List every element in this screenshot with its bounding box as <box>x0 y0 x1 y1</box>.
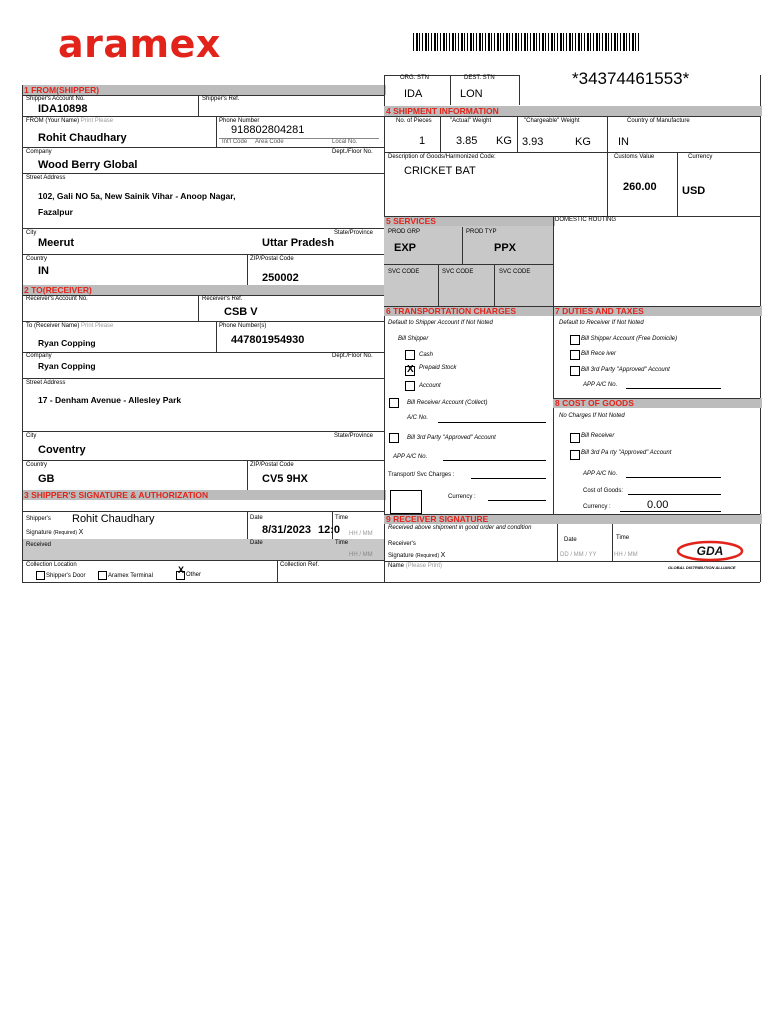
receiver-company[interactable]: Ryan Copping <box>38 361 96 371</box>
receiver-phone[interactable]: 447801954930 <box>231 334 305 346</box>
shipper-zip-label: ZIP/Postal Code <box>250 256 294 262</box>
svc-code-label-1: SVC CODE <box>388 269 420 275</box>
cost-of-goods-label: Cost of Goods: <box>583 488 624 494</box>
receiver-signature-label: Signature (Required) X <box>388 552 446 559</box>
section-receiver-signature: 9 RECEIVER SIGNATURE <box>384 514 762 524</box>
actual-weight-unit: KG <box>496 135 512 147</box>
duties-bill-3rd-label: Bill 3rd Party "Approved" Account <box>581 367 670 373</box>
cost-bill-3rd-checkbox[interactable] <box>570 450 580 460</box>
receiver-street[interactable]: 17 - Denham Avenue - Allesley Park <box>38 395 182 405</box>
received-time-label: Time <box>335 540 349 546</box>
gda-caption: GLOBAL DISTRIBUTION ALLIANCE <box>668 565 736 570</box>
shipper-time-hint: HH / MM <box>349 531 373 537</box>
section-cost-of-goods: 8 COST OF GOODS <box>553 398 762 408</box>
shipper-date[interactable]: 8/31/2023 <box>262 524 311 536</box>
shipper-state-label: State/Province <box>334 230 374 236</box>
shipper-phone-label: Phone Number <box>219 118 260 124</box>
cost-currency-label: Currency : <box>583 504 611 510</box>
shippers-door-checkbox[interactable] <box>36 571 45 580</box>
bill-receiver-account-checkbox[interactable] <box>389 398 399 408</box>
receiver-name[interactable]: Ryan Copping <box>38 338 96 348</box>
cash-label: Cash <box>419 352 434 358</box>
from-name-label: FROM (Your Name) Print Please <box>26 118 114 124</box>
section-to-receiver: 2 TO(RECEIVER) <box>22 285 386 295</box>
transport-currency-input[interactable] <box>488 500 546 501</box>
received-time-hint: HH / MM <box>349 552 373 558</box>
orig-stn-label: ORG. STN <box>400 75 430 81</box>
shipper-company-label: Company <box>26 149 52 155</box>
section-from-shipper: 1 FROM(SHIPPER) <box>22 85 386 95</box>
intl-code-label: Int'l Code <box>222 139 248 145</box>
shipper-time-label: Time <box>335 515 349 521</box>
receiver-account-label: Receiver's Account No. <box>26 296 88 302</box>
area-code-label: Area Code <box>255 139 284 145</box>
transport-app-ac-no-input[interactable] <box>443 460 546 461</box>
collection-location-label: Collection Location <box>26 562 77 568</box>
prod-grp[interactable]: EXP <box>394 242 417 254</box>
cost-currency-underline <box>620 511 721 512</box>
cost-app-ac-no-label: APP A/C No. <box>583 471 618 477</box>
cost-no-charges-note: No Charges If Not Noted <box>559 413 625 419</box>
section-transportation-charges: 6 TRANSPORTATION CHARGES <box>384 306 555 316</box>
section-shipment-information: 4 SHIPMENT INFORMATION <box>384 106 762 116</box>
shipper-name[interactable]: Rohit Chaudhary <box>38 132 127 144</box>
receiver-name-label: To (Receiver Name) Print Please <box>26 323 114 329</box>
cost-app-ac-no-input[interactable] <box>626 477 721 478</box>
receiver-print-name-label: Name (Please Print) <box>388 563 443 569</box>
section-services: 5 SERVICES <box>384 216 555 226</box>
shipper-dept-label: Dept./Floor No. <box>332 149 373 155</box>
customs-value-label: Customs Value <box>614 154 655 160</box>
shipper-sign-name[interactable]: Rohit Chaudhary <box>72 513 155 525</box>
actual-weight[interactable]: 3.85 <box>456 135 478 147</box>
receiver-phone-label: Phone Number(s) <box>219 323 267 329</box>
shipper-country[interactable]: IN <box>38 265 49 277</box>
bill-3rd-party-checkbox[interactable] <box>389 433 399 443</box>
dest-stn[interactable]: LON <box>460 88 483 100</box>
waybill-form <box>22 75 760 585</box>
currency-label: Currency <box>688 154 713 160</box>
currency[interactable]: USD <box>682 185 706 197</box>
gda-logo-text: GDA <box>696 544 724 558</box>
duties-app-ac-no-label: APP A/C No. <box>583 382 618 388</box>
receiver-dept-label: Dept./Floor No. <box>332 353 373 359</box>
bill-shipper-fd-checkbox[interactable] <box>570 335 580 345</box>
bill-3rd-party-label: Bill 3rd Party "Approved" Account <box>407 435 496 441</box>
shipper-street-line1[interactable]: 102, Gali NO 5a, New Sainik Vihar - Anoop Nagar, <box>38 191 236 201</box>
dest-stn-label: DEST. STN <box>464 75 495 81</box>
shippers-label: Shipper's <box>26 516 51 522</box>
description-of-goods[interactable]: CRICKET BAT <box>404 165 476 177</box>
shipper-state[interactable]: Uttar Pradesh <box>262 237 335 249</box>
duties-app-ac-no-input[interactable] <box>626 388 721 389</box>
shipper-zip[interactable]: 250002 <box>262 272 299 284</box>
receiver-country[interactable]: GB <box>38 473 55 485</box>
shipper-phone[interactable]: 918802804281 <box>231 124 305 136</box>
chargeable-weight-unit: KG <box>575 136 591 148</box>
transport-charges-input[interactable] <box>471 478 546 479</box>
transport-charges-box[interactable] <box>390 490 422 514</box>
shipper-ref-label: Shipper's Ref. <box>202 96 240 102</box>
barcode <box>413 33 641 51</box>
country-of-manufacture-label: Country of Manufacture <box>627 118 690 124</box>
prod-grp-label: PROD GRP <box>388 229 421 235</box>
gda-logo <box>675 539 745 563</box>
receiver-time-label: Time <box>616 535 630 541</box>
pieces-label: No. of Pieces <box>396 118 432 124</box>
shippers-door-label: Shipper's Door <box>46 573 86 579</box>
bill-shipper-fd-label: Bill Shipper Account (Free Domicile) <box>581 336 678 342</box>
description-label: Description of Goods/Harmonized Code: <box>388 154 496 160</box>
receiver-ref[interactable]: CSB V <box>224 306 258 318</box>
aramex-logo: aramex <box>58 22 221 66</box>
received-label: Received <box>26 542 52 548</box>
aramex-terminal-label: Aramex Terminal <box>108 573 153 579</box>
receiver-ref-label: Receiver's Ref. <box>202 296 243 302</box>
account-checkbox[interactable] <box>405 381 415 391</box>
duties-bill-receiver-label: Bill Rece iver <box>581 351 617 357</box>
prepaid-stock-label: Prepaid Stock <box>419 365 457 371</box>
receiver-zip-label: ZIP/Postal Code <box>250 462 294 468</box>
customs-value[interactable]: 260.00 <box>623 181 657 193</box>
chargeable-weight-label: "Chargeable" Weight <box>524 118 580 124</box>
cost-bill-receiver-checkbox[interactable] <box>570 433 580 443</box>
receiver-city-label: City <box>26 433 37 439</box>
aramex-terminal-checkbox[interactable] <box>98 571 107 580</box>
receiver-time-hint: HH / MM <box>614 552 638 558</box>
other-check-mark: X <box>178 565 185 575</box>
prepaid-stock-check-mark: X <box>407 364 414 375</box>
country-of-manufacture[interactable]: IN <box>618 136 629 148</box>
cost-currency-value[interactable]: 0.00 <box>647 499 669 511</box>
prod-typ-label: PROD TYP <box>466 229 497 235</box>
shipper-company[interactable]: Wood Berry Global <box>38 159 138 171</box>
actual-weight-label: "Actual" Weight <box>450 118 492 124</box>
awb-number: *34374461553* <box>572 69 690 88</box>
shipper-account-label: Shipper's Account No. <box>26 96 85 102</box>
bill-receiver-account-label: Bill Receiver Account (Collect) <box>407 400 488 406</box>
shipper-date-label: Date <box>250 515 263 521</box>
receiver-country-label: Country <box>26 462 48 468</box>
pieces[interactable]: 1 <box>419 135 426 147</box>
transport-app-ac-no-label: APP A/C No. <box>393 454 428 460</box>
collection-ref-label: Collection Ref. <box>280 562 320 568</box>
shipper-account[interactable]: IDA10898 <box>38 103 88 115</box>
receiver-state-label: State/Province <box>334 433 374 439</box>
domestic-routing-label: DOMESTIC ROUTING <box>555 217 616 223</box>
transport-currency-label: Currency : <box>448 494 476 500</box>
orig-stn[interactable]: IDA <box>404 88 423 100</box>
shipper-city-label: City <box>26 230 37 236</box>
cost-bill-receiver-label: Bill Receiver <box>581 433 615 439</box>
prod-typ[interactable]: PPX <box>494 242 517 254</box>
shipper-city[interactable]: Meerut <box>38 237 75 249</box>
cash-checkbox[interactable] <box>405 350 415 360</box>
bill-shipper-label: Bill Shipper <box>398 336 429 342</box>
cost-of-goods-input[interactable] <box>628 494 721 495</box>
section-shipper-signature: 3 SHIPPER'S SIGNATURE & AUTHORIZATION <box>22 490 386 500</box>
shipper-time[interactable]: 12:0 <box>318 524 341 536</box>
other-label: Other <box>186 572 202 578</box>
svc-code-label-3: SVC CODE <box>499 269 531 275</box>
duties-bill-3rd-checkbox[interactable] <box>570 366 580 376</box>
receiver-company-label: Company <box>26 353 52 359</box>
local-no-label: Local No. <box>332 139 358 145</box>
transport-default-note: Default to Shipper Account If Not Noted <box>388 320 493 326</box>
svc-code-label-2: SVC CODE <box>442 269 474 275</box>
ac-no-input[interactable] <box>438 422 546 423</box>
receiver-zip[interactable]: CV5 9HX <box>262 473 308 485</box>
shipper-street-label: Street Address <box>26 175 66 181</box>
shipper-signature-label: Signature (Required) X <box>26 529 84 536</box>
receiver-date-label: Date <box>564 537 577 543</box>
receivers-label: Receiver's <box>388 541 416 547</box>
gda-logo-mark <box>675 539 745 563</box>
received-good-order-text: Received above shipment in good order and condition <box>388 525 532 531</box>
receiver-street-label: Street Address <box>26 380 66 386</box>
received-date-label: Date <box>250 540 263 546</box>
section-duties-and-taxes: 7 DUTIES AND TAXES <box>553 306 762 316</box>
duties-bill-receiver-checkbox[interactable] <box>570 350 580 360</box>
duties-default-note: Default to Receiver If Not Noted <box>559 320 644 326</box>
cost-bill-3rd-label: Bill 3rd Pa rty "Approved" Account <box>581 450 672 456</box>
transport-charges-label: Transport/ Svc Charges : <box>388 472 455 478</box>
shipper-street-line2[interactable]: Fazalpur <box>38 207 73 217</box>
chargeable-weight[interactable]: 3.93 <box>522 136 544 148</box>
shipper-country-label: Country <box>26 256 48 262</box>
receiver-date-hint: DD / MM / YY <box>560 552 597 558</box>
ac-no-label: A/C No. <box>407 415 429 421</box>
receiver-city[interactable]: Coventry <box>38 444 86 456</box>
account-label: Account <box>419 383 441 389</box>
